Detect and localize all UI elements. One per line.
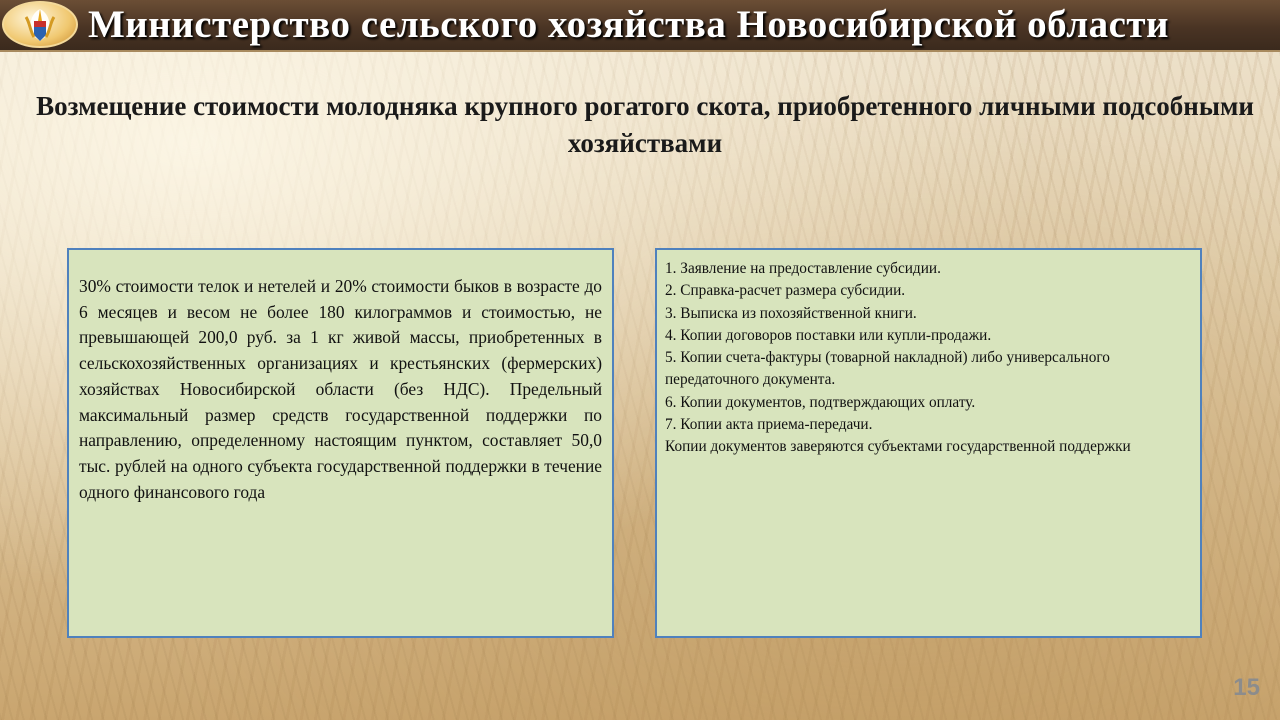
header-bar: [0, 0, 1280, 52]
conditions-text: 30% стоимости телок и нетелей и 20% стоимости быков в возрасте до 6 месяцев и весом не более 180 килограммов и стоимостью, не превышающей 200,0 руб. за 1 кг живой массы, приобретенных в сельскохозяйственных организациях и крестьянских (фермерских) хозяйствах Новосибирской области (без НДС). Предельный максимальный размер средств государственной поддержки по направлению, определенному настоящим пунктом, составляет 50,0 тыс. рублей на одного субъекта государственной поддержки в течение одного финансового года: [79, 276, 602, 502]
page-number: 15: [1233, 674, 1260, 701]
documents-list: [665, 258, 1192, 436]
list-item: 7. Копии акта приема-передачи.: [665, 416, 873, 434]
documents-note: Копии документов заверяются субъектами государственной поддержки: [665, 438, 1131, 456]
slide-title: Возмещение стоимости молодняка крупного рогатого скота, приобретенного личными подсобными хозяйствами: [36, 91, 1254, 158]
conditions-panel: [67, 248, 614, 638]
list-item: 6. Копии документов, подтверждающих оплату.: [665, 393, 976, 411]
ministry-emblem-icon: [2, 1, 78, 48]
list-item: 4. Копии договоров поставки или купли-продажи.: [665, 326, 992, 344]
ministry-title: Министерство сельского хозяйства Новосибирской области: [88, 3, 1170, 46]
documents-panel: [655, 248, 1202, 638]
list-item: 2. Справка-расчет размера субсидии.: [665, 282, 906, 300]
list-item: 1. Заявление на предоставление субсидии.: [665, 260, 941, 277]
list-item: 5. Копии счета-фактуры (товарной накладной) либо универсального передаточного документа.: [665, 349, 1110, 389]
list-item: 3. Выписка из похозяйственной книги.: [665, 304, 917, 322]
